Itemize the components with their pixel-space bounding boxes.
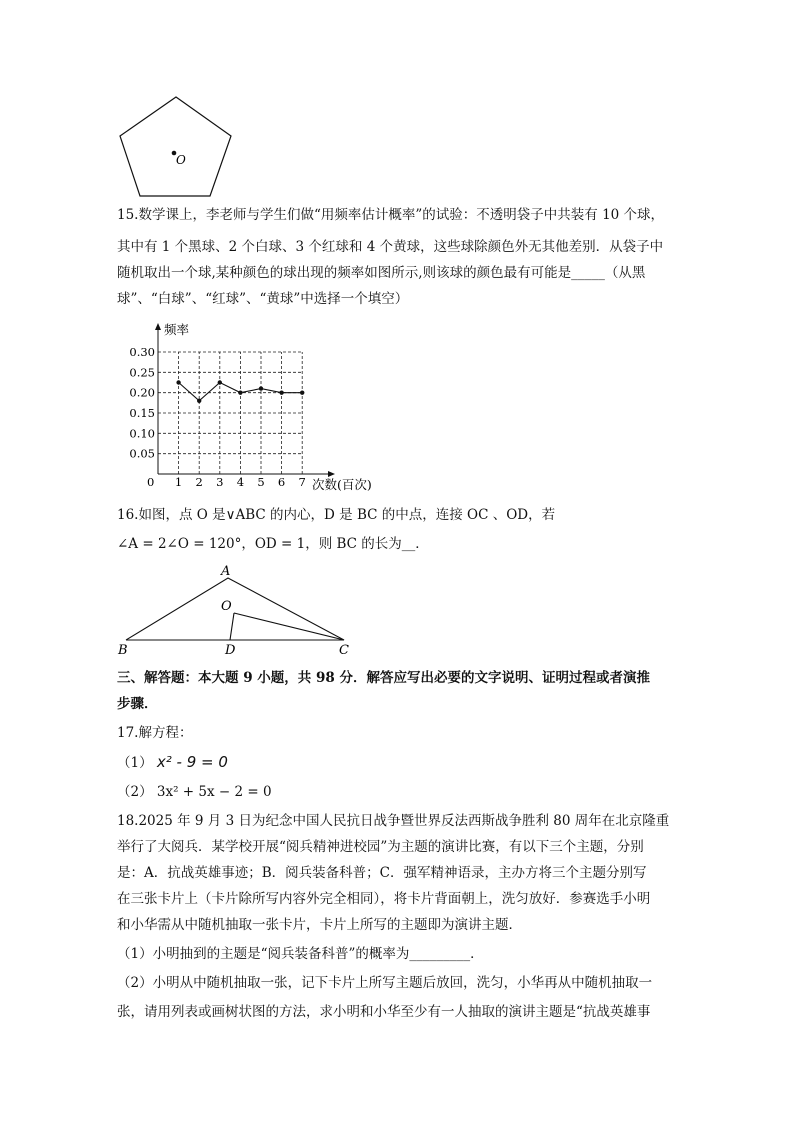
q18-line-3: 是：A．抗战英雄事迹；B．阅兵装备科普；C．强军精神语录，主办方将三个主题分别写 [117, 865, 647, 881]
x-tick-label: 4 [236, 475, 245, 489]
q17-part1 [117, 752, 228, 773]
q17-part2 [117, 782, 272, 802]
data-point [176, 380, 180, 384]
label-c: C [339, 643, 349, 658]
y-tick-label: 0.25 [129, 365, 155, 380]
q16-line-2: ∠A = 2∠O = 120°，OD = 1，则 BC 的长为__． [117, 536, 429, 552]
q17-title: 17.解方程： [117, 725, 193, 741]
y-tick-label: 0.15 [129, 406, 155, 420]
x-tick-label: 1 [174, 475, 183, 489]
data-point [197, 399, 201, 403]
x-tick-label: 2 [195, 475, 203, 489]
y-tick-label: 0.05 [129, 446, 155, 461]
q15-line-1: 15.数学课上，李老师与学生们做“用频率估计概率”的试验：不透明袋子中共装有 10 个球， [117, 207, 665, 223]
frequency-line-chart [118, 318, 398, 496]
label-o: O [221, 599, 232, 614]
q17-part2-equation: 3x² + 5x − 2 = 0 [156, 784, 272, 800]
x-tick-label: 3 [216, 475, 224, 489]
segment-od [230, 613, 234, 640]
q15-line-3: 随机取出一个球,某种颜色的球出现的频率如图所示,则该球的颜色最有可能是_____（从黑 [117, 265, 646, 281]
triangle-figure [110, 558, 360, 658]
q18-line-8: 张，请用列表或画树状图的方法，求小明和小华至少有一人抽取的演讲主题是“抗战英雄事 [117, 1004, 651, 1020]
q18-line-7: （2）小明从中随机抽取一张，记下卡片上所写主题后放回，洗匀，小华再从中随机抽取一 [117, 975, 653, 991]
pentagon-center-label: O [176, 153, 186, 167]
q17-part2-number: （2） [117, 784, 153, 800]
data-point [218, 380, 222, 384]
q18-line-1: 18.2025 年 9 月 3 日为纪念中国人民抗日战争暨世界反法西斯战争胜利 80 周年在北京隆重 [117, 813, 670, 829]
q18-line-2: 举行了大阅兵．某学校开展“阅兵精神进校园”为主题的演讲比赛，有以下三个主题，分别 [117, 839, 644, 855]
pentagon-figure [110, 90, 250, 200]
q15-line-2: 其中有 1 个黑球、2 个白球、3 个红球和 4 个黄球，这些球除颜色外无其他差别．从袋子中 [117, 239, 664, 255]
x-tick-label: 7 [298, 475, 306, 489]
y-axis-arrow [155, 323, 161, 330]
data-point [259, 386, 263, 390]
label-d: D [225, 643, 236, 658]
label-a: A [221, 564, 231, 579]
y-tick-label: 0.20 [129, 385, 155, 400]
q15-line-4: 球”、“白球”、“红球”、“黄球”中选择一个填空） [117, 291, 409, 307]
x-tick-label: 5 [257, 475, 265, 489]
q16-line-1: 16.如图，点 O 是∨ABC 的内心，D 是 BC 的中点，连接 OC 、OD，若 [117, 507, 556, 523]
q17-part1-equation: x² - 9 = 0 [156, 753, 228, 771]
q18-line-4: 在三张卡片上（卡片除所写内容外完全相同），将卡片背面朝上，洗匀放好．参赛选手小明 [117, 891, 651, 907]
section3-heading-line-2: 步骤． [117, 696, 158, 712]
origin-label: 0 [147, 475, 155, 489]
y-tick-label: 0.10 [129, 426, 155, 441]
triangle-abc [126, 578, 344, 640]
pentagon-shape [120, 97, 231, 196]
q18-line-6: （1）小明抽到的主题是“阅兵装备科普”的概率为_________． [117, 946, 484, 962]
segment-oc [234, 613, 344, 640]
x-axis-label: 次数(百次) [312, 477, 372, 492]
q17-part1-number: （1） [117, 755, 153, 771]
data-point [279, 390, 283, 394]
y-axis-label: 频率 [164, 322, 190, 337]
x-tick-label: 6 [277, 475, 286, 489]
label-b: B [118, 643, 128, 658]
y-tick-label: 0.30 [129, 345, 155, 359]
data-point [300, 390, 304, 394]
section3-heading-line-1: 三、解答题：本大题 9 小题，共 98 分．解答应写出必要的文字说明、证明过程或者演推 [117, 670, 650, 686]
data-point [238, 390, 242, 394]
q18-line-5: 和小华需从中随机抽取一张卡片，卡片上所写的主题即为演讲主题． [117, 917, 522, 933]
